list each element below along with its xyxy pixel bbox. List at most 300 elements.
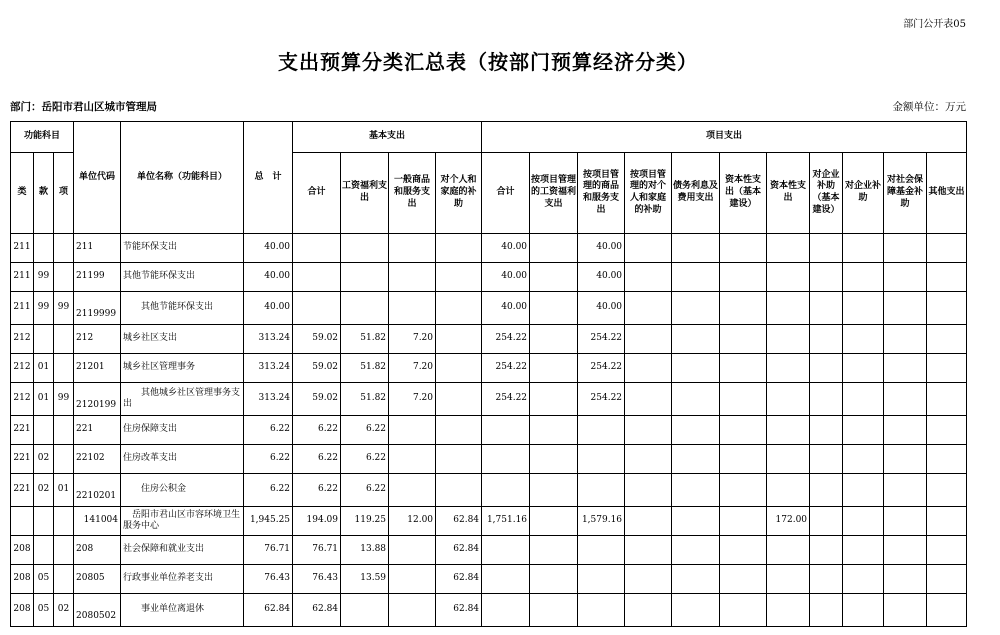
cell-kuan: 01 [34, 354, 54, 383]
header-grand-total: 总 计 [244, 122, 293, 234]
cell-basic-goods [389, 292, 436, 325]
cell-project-debt [672, 565, 720, 594]
cell-project-debt [672, 325, 720, 354]
cell-project-capital-construction [720, 292, 767, 325]
cell-project-social-security [884, 292, 927, 325]
cell-xiang [54, 263, 74, 292]
cell-grand-total: 40.00 [244, 292, 293, 325]
cell-project-goods: 1,579.16 [578, 507, 625, 536]
header-unit-name: 单位名称（功能科目） [121, 122, 244, 234]
cell-lei [11, 507, 34, 536]
cell-project-debt [672, 354, 720, 383]
cell-project-individual [625, 325, 672, 354]
cell-project-social-security [884, 325, 927, 354]
cell-project-other [927, 445, 967, 474]
cell-project-enterprise-construction [810, 325, 843, 354]
cell-basic-wage: 13.88 [341, 536, 389, 565]
cell-kuan: 05 [34, 594, 54, 627]
cell-lei: 221 [11, 474, 34, 507]
cell-project-total [482, 416, 530, 445]
cell-basic-wage: 6.22 [341, 474, 389, 507]
cell-project-social-security [884, 234, 927, 263]
cell-basic-total: 6.22 [293, 416, 341, 445]
cell-lei: 208 [11, 594, 34, 627]
cell-project-individual [625, 354, 672, 383]
cell-kuan: 02 [34, 474, 54, 507]
cell-unit-name: 住房保障支出 [121, 416, 244, 445]
cell-unit-name: 城乡社区支出 [121, 325, 244, 354]
cell-project-individual [625, 292, 672, 325]
cell-project-wage [530, 594, 578, 627]
cell-project-debt [672, 536, 720, 565]
cell-basic-wage: 51.82 [341, 325, 389, 354]
cell-basic-total: 59.02 [293, 354, 341, 383]
cell-project-enterprise-construction [810, 416, 843, 445]
cell-project-goods: 254.22 [578, 383, 625, 416]
cell-basic-goods: 7.20 [389, 325, 436, 354]
cell-project-total [482, 565, 530, 594]
cell-kuan: 01 [34, 383, 54, 416]
cell-basic-goods: 12.00 [389, 507, 436, 536]
cell-basic-individual [436, 325, 482, 354]
cell-project-debt [672, 383, 720, 416]
cell-project-capital [767, 416, 810, 445]
cell-kuan [34, 416, 54, 445]
cell-project-other [927, 263, 967, 292]
table-header [11, 122, 967, 234]
cell-project-capital-construction [720, 474, 767, 507]
cell-grand-total: 6.22 [244, 474, 293, 507]
cell-lei: 221 [11, 445, 34, 474]
amount-unit-label: 金额单位：万元 [892, 101, 966, 113]
cell-project-debt [672, 474, 720, 507]
doc-ref: 部门公开表05 [903, 19, 966, 30]
cell-project-wage [530, 263, 578, 292]
cell-project-wage [530, 474, 578, 507]
cell-project-enterprise-construction [810, 594, 843, 627]
cell-lei: 211 [11, 292, 34, 325]
cell-basic-total [293, 234, 341, 263]
cell-project-capital [767, 234, 810, 263]
cell-project-total: 254.22 [482, 325, 530, 354]
cell-project-individual [625, 416, 672, 445]
cell-unit-name: 住房公积金 [121, 474, 244, 507]
cell-unit-name: 事业单位离退休 [121, 594, 244, 627]
table-row [11, 565, 967, 594]
cell-project-debt [672, 594, 720, 627]
header-basic-wage: 工资福利支出 [341, 153, 389, 234]
header-basic-total: 合计 [293, 153, 341, 234]
cell-unit-code: 221 [74, 416, 121, 445]
cell-project-individual [625, 536, 672, 565]
cell-basic-wage: 6.22 [341, 416, 389, 445]
cell-project-enterprise-construction [810, 474, 843, 507]
cell-project-total: 40.00 [482, 263, 530, 292]
cell-project-capital-construction [720, 263, 767, 292]
cell-basic-total: 76.71 [293, 536, 341, 565]
cell-basic-total: 59.02 [293, 325, 341, 354]
cell-basic-individual [436, 445, 482, 474]
cell-project-enterprise [843, 263, 884, 292]
cell-basic-goods [389, 263, 436, 292]
cell-basic-individual: 62.84 [436, 594, 482, 627]
header-project-capital-construction: 资本性支出（基本建设） [720, 153, 767, 234]
cell-project-other [927, 474, 967, 507]
cell-grand-total: 6.22 [244, 445, 293, 474]
cell-kuan: 05 [34, 565, 54, 594]
cell-grand-total: 313.24 [244, 354, 293, 383]
cell-project-enterprise [843, 565, 884, 594]
cell-project-enterprise [843, 445, 884, 474]
cell-project-enterprise [843, 325, 884, 354]
cell-project-goods [578, 445, 625, 474]
cell-unit-code: 2120199 [74, 383, 121, 416]
cell-xiang [54, 234, 74, 263]
cell-unit-name: 其他城乡社区管理事务支出 [121, 383, 244, 416]
cell-project-goods [578, 594, 625, 627]
cell-basic-individual: 62.84 [436, 565, 482, 594]
cell-project-wage [530, 292, 578, 325]
cell-project-social-security [884, 416, 927, 445]
cell-unit-code: 22102 [74, 445, 121, 474]
table-row [11, 234, 967, 263]
cell-grand-total: 40.00 [244, 263, 293, 292]
meta-row [10, 99, 966, 114]
table-row [11, 445, 967, 474]
cell-project-enterprise-construction [810, 507, 843, 536]
header-xiang: 项 [54, 153, 74, 234]
cell-project-other [927, 383, 967, 416]
cell-unit-code: 2119999 [74, 292, 121, 325]
cell-project-total: 40.00 [482, 234, 530, 263]
cell-project-social-security [884, 474, 927, 507]
cell-basic-individual [436, 354, 482, 383]
cell-project-goods: 40.00 [578, 234, 625, 263]
cell-project-total: 254.22 [482, 383, 530, 416]
cell-xiang [54, 536, 74, 565]
cell-project-capital: 172.00 [767, 507, 810, 536]
cell-project-wage [530, 354, 578, 383]
cell-project-total [482, 474, 530, 507]
cell-project-other [927, 234, 967, 263]
cell-project-individual [625, 565, 672, 594]
cell-unit-code: 208 [74, 536, 121, 565]
cell-kuan [34, 234, 54, 263]
header-project-social-security: 对社会保障基金补助 [884, 153, 927, 234]
cell-basic-wage: 51.82 [341, 354, 389, 383]
cell-project-other [927, 565, 967, 594]
cell-xiang [54, 325, 74, 354]
cell-unit-name: 其他节能环保支出 [121, 292, 244, 325]
cell-project-individual [625, 507, 672, 536]
cell-project-other [927, 507, 967, 536]
cell-project-other [927, 594, 967, 627]
cell-basic-individual [436, 292, 482, 325]
cell-project-capital-construction [720, 354, 767, 383]
cell-basic-individual [436, 416, 482, 445]
cell-project-goods: 254.22 [578, 325, 625, 354]
cell-project-enterprise-construction [810, 445, 843, 474]
table-row [11, 263, 967, 292]
cell-lei: 221 [11, 416, 34, 445]
cell-basic-wage [341, 234, 389, 263]
cell-basic-goods [389, 445, 436, 474]
header-basic-group: 基本支出 [293, 122, 482, 153]
cell-project-total: 1,751.16 [482, 507, 530, 536]
cell-kuan [34, 507, 54, 536]
cell-project-enterprise-construction [810, 263, 843, 292]
cell-unit-code: 141004 [74, 507, 121, 536]
cell-unit-code: 21199 [74, 263, 121, 292]
department-label: 部门：岳阳市君山区城市管理局 [10, 101, 157, 113]
cell-project-enterprise [843, 536, 884, 565]
cell-project-wage [530, 325, 578, 354]
cell-basic-wage [341, 594, 389, 627]
header-project-debt: 债务利息及费用支出 [672, 153, 720, 234]
cell-project-wage [530, 383, 578, 416]
cell-grand-total: 62.84 [244, 594, 293, 627]
cell-lei: 212 [11, 354, 34, 383]
cell-project-debt [672, 292, 720, 325]
cell-unit-code: 2080502 [74, 594, 121, 627]
cell-basic-total: 6.22 [293, 474, 341, 507]
cell-basic-total: 6.22 [293, 445, 341, 474]
header-basic-individual: 对个人和家庭的补助 [436, 153, 482, 234]
cell-xiang [54, 445, 74, 474]
cell-project-capital-construction [720, 383, 767, 416]
cell-project-capital-construction [720, 416, 767, 445]
cell-lei: 211 [11, 234, 34, 263]
cell-project-enterprise-construction [810, 565, 843, 594]
cell-project-capital-construction [720, 565, 767, 594]
cell-project-capital [767, 565, 810, 594]
cell-kuan: 99 [34, 292, 54, 325]
cell-grand-total: 76.71 [244, 536, 293, 565]
cell-grand-total: 313.24 [244, 325, 293, 354]
cell-project-capital [767, 474, 810, 507]
cell-project-wage [530, 507, 578, 536]
cell-project-capital [767, 354, 810, 383]
table-row [11, 416, 967, 445]
header-project-capital: 资本性支出 [767, 153, 810, 234]
cell-project-capital [767, 594, 810, 627]
cell-xiang [54, 507, 74, 536]
cell-project-goods: 254.22 [578, 354, 625, 383]
cell-grand-total: 6.22 [244, 416, 293, 445]
cell-kuan: 99 [34, 263, 54, 292]
cell-basic-total: 76.43 [293, 565, 341, 594]
cell-project-enterprise [843, 507, 884, 536]
cell-project-other [927, 354, 967, 383]
cell-basic-total [293, 263, 341, 292]
cell-project-enterprise [843, 354, 884, 383]
table-row [11, 536, 967, 565]
cell-project-social-security [884, 536, 927, 565]
cell-project-enterprise-construction [810, 292, 843, 325]
cell-project-enterprise [843, 292, 884, 325]
cell-project-capital [767, 263, 810, 292]
cell-xiang [54, 416, 74, 445]
cell-project-wage [530, 234, 578, 263]
cell-project-social-security [884, 445, 927, 474]
cell-project-capital [767, 445, 810, 474]
cell-basic-wage: 51.82 [341, 383, 389, 416]
cell-project-other [927, 292, 967, 325]
cell-project-enterprise [843, 416, 884, 445]
cell-project-enterprise-construction [810, 234, 843, 263]
cell-xiang: 01 [54, 474, 74, 507]
cell-basic-total: 59.02 [293, 383, 341, 416]
cell-kuan [34, 325, 54, 354]
cell-unit-code: 21201 [74, 354, 121, 383]
cell-project-total [482, 536, 530, 565]
cell-unit-name: 岳阳市君山区市容环境卫生服务中心 [121, 507, 244, 536]
cell-project-social-security [884, 263, 927, 292]
header-project-enterprise-construction: 对企业补助（基本建设） [810, 153, 843, 234]
cell-basic-individual: 62.84 [436, 536, 482, 565]
cell-basic-goods [389, 416, 436, 445]
header-project-other: 其他支出 [927, 153, 967, 234]
cell-project-capital-construction [720, 594, 767, 627]
cell-lei: 212 [11, 325, 34, 354]
cell-basic-individual [436, 474, 482, 507]
cell-project-total [482, 445, 530, 474]
cell-project-social-security [884, 565, 927, 594]
cell-basic-individual [436, 383, 482, 416]
cell-basic-individual [436, 234, 482, 263]
cell-project-capital [767, 383, 810, 416]
cell-project-total: 40.00 [482, 292, 530, 325]
budget-table [10, 121, 967, 627]
header-func-group: 功能科目 [11, 122, 74, 153]
header-group-row [11, 122, 967, 153]
cell-project-other [927, 536, 967, 565]
cell-xiang [54, 565, 74, 594]
cell-lei: 208 [11, 565, 34, 594]
cell-project-debt [672, 416, 720, 445]
cell-project-goods [578, 474, 625, 507]
header-project-enterprise: 对企业补助 [843, 153, 884, 234]
cell-project-debt [672, 263, 720, 292]
header-project-goods: 按项目管理的商品和服务支出 [578, 153, 625, 234]
cell-grand-total: 313.24 [244, 383, 293, 416]
cell-project-capital-construction [720, 325, 767, 354]
cell-basic-wage [341, 263, 389, 292]
header-project-total: 合计 [482, 153, 530, 234]
cell-project-debt [672, 507, 720, 536]
cell-project-individual [625, 234, 672, 263]
table-row [11, 474, 967, 507]
cell-unit-name: 住房改革支出 [121, 445, 244, 474]
cell-basic-total [293, 292, 341, 325]
page-title: 支出预算分类汇总表（按部门预算经济分类） [278, 50, 698, 74]
table-row [11, 292, 967, 325]
cell-project-individual [625, 445, 672, 474]
cell-basic-wage: 13.59 [341, 565, 389, 594]
cell-basic-goods: 7.20 [389, 354, 436, 383]
cell-project-capital [767, 325, 810, 354]
cell-project-capital-construction [720, 234, 767, 263]
cell-basic-goods [389, 474, 436, 507]
cell-project-social-security [884, 507, 927, 536]
cell-basic-goods [389, 536, 436, 565]
cell-basic-goods [389, 594, 436, 627]
cell-basic-total: 62.84 [293, 594, 341, 627]
cell-project-total [482, 594, 530, 627]
cell-project-wage [530, 565, 578, 594]
cell-project-wage [530, 445, 578, 474]
header-project-wage: 按项目管理的工资福利支出 [530, 153, 578, 234]
cell-project-enterprise-construction [810, 536, 843, 565]
cell-unit-name: 社会保障和就业支出 [121, 536, 244, 565]
cell-project-capital-construction [720, 445, 767, 474]
cell-basic-goods [389, 565, 436, 594]
cell-project-individual [625, 594, 672, 627]
cell-project-individual [625, 383, 672, 416]
budget-sheet [10, 0, 966, 627]
cell-project-other [927, 325, 967, 354]
cell-project-other [927, 416, 967, 445]
cell-basic-wage [341, 292, 389, 325]
cell-project-wage [530, 416, 578, 445]
cell-project-total: 254.22 [482, 354, 530, 383]
cell-project-debt [672, 445, 720, 474]
table-row [11, 594, 967, 627]
cell-xiang [54, 354, 74, 383]
cell-project-goods [578, 565, 625, 594]
header-project-individual: 按项目管理的对个人和家庭的补助 [625, 153, 672, 234]
cell-unit-name: 节能环保支出 [121, 234, 244, 263]
header-kuan: 款 [34, 153, 54, 234]
cell-project-enterprise [843, 234, 884, 263]
cell-basic-goods: 7.20 [389, 383, 436, 416]
cell-basic-wage: 6.22 [341, 445, 389, 474]
table-row [11, 507, 967, 536]
table-row [11, 325, 967, 354]
cell-project-individual [625, 474, 672, 507]
cell-basic-individual [436, 263, 482, 292]
cell-lei: 208 [11, 536, 34, 565]
cell-unit-code: 2210201 [74, 474, 121, 507]
cell-grand-total: 40.00 [244, 234, 293, 263]
cell-project-enterprise [843, 383, 884, 416]
header-basic-goods: 一般商品和服务支出 [389, 153, 436, 234]
table-row [11, 383, 967, 416]
cell-project-individual [625, 263, 672, 292]
cell-xiang: 99 [54, 383, 74, 416]
table-body [11, 234, 967, 627]
cell-basic-individual: 62.84 [436, 507, 482, 536]
cell-xiang: 99 [54, 292, 74, 325]
cell-project-debt [672, 234, 720, 263]
cell-project-wage [530, 536, 578, 565]
cell-project-social-security [884, 594, 927, 627]
cell-project-goods: 40.00 [578, 292, 625, 325]
cell-project-goods: 40.00 [578, 263, 625, 292]
cell-basic-wage: 119.25 [341, 507, 389, 536]
table-row [11, 354, 967, 383]
cell-kuan: 02 [34, 445, 54, 474]
cell-project-social-security [884, 354, 927, 383]
cell-unit-name: 城乡社区管理事务 [121, 354, 244, 383]
cell-project-goods [578, 416, 625, 445]
cell-project-capital [767, 292, 810, 325]
cell-project-enterprise [843, 474, 884, 507]
cell-project-capital-construction [720, 536, 767, 565]
cell-lei: 211 [11, 263, 34, 292]
header-lei: 类 [11, 153, 34, 234]
cell-basic-total: 194.09 [293, 507, 341, 536]
